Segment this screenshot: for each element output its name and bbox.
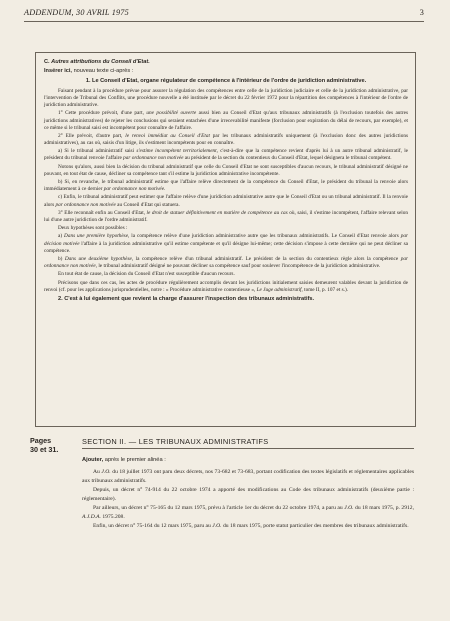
section-paragraph-1: Au J.O. du 18 juillet 1973 ont paru deux décrets, nos 73-682 et 73-683, portant codification des textes législatifs et réglementaires applicables aux tribunaux administratifs. — [82, 469, 414, 484]
paragraph-7: c) Enfin, le tribunal administratif peut estimer que l'affaire relève d'une juridiction administrative autre que le Conseil d'Etat ou un tribunal administratif. Il la renvoie alors par ordonnance non motivée au Conseil d'Etat qui statuera. — [44, 194, 408, 208]
section-paragraph-3: Par ailleurs, un décret n° 75-165 du 12 mars 1975, prévu à l'article 1er du décret du 22 octobre 1974, a paru au J.O. du 18 mars 1975, p. 2912, A.J.D.A. 1975.208. — [82, 505, 414, 520]
section-paragraph-4: Enfin, un décret n° 75-164 du 12 mars 1975, paru au J.O. du 18 mars 1975, porte statut particulier des membres des tribunaux administratifs. — [93, 523, 409, 530]
paragraph-3: 2° Elle prévoit, d'autre part, le renvoi immédiat au Conseil d'Etat par les tribunaux administratifs uniquement (à l'exclusion donc des autres juridictions administratives), au cas où, saisis d'un litige, ils s'estiment incompétents pour en connaître. — [44, 132, 409, 147]
margin-page-reference: Pages 30 et 31. — [30, 436, 59, 454]
section-body — [82, 457, 414, 532]
heading-1: 1. Le Conseil d'Etat, organe régulateur de compétence à l'intérieur de l'ordre de juridiction administrative. — [85, 78, 367, 84]
section-paragraph-2: Depuis, un décret n° 74-914 du 22 octobre 1974 a apporté des modifications au Code des tribunaux administratifs (deuxième partie : réglementaire). — [82, 487, 414, 502]
paragraph-12: En tout état de cause, la décision du Conseil d'Etat n'est susceptible d'aucun recours. — [58, 271, 235, 278]
paragraph-9: Deux hypothèses sont possibles : — [58, 225, 128, 232]
page-number: 3 — [419, 8, 424, 17]
paragraph-6: b) Si, en revanche, le tribunal administratif estime que l'affaire relève directement de la compétence du Conseil d'Etat, le président du tribunal la renvoie alors immédiatement à ce dernier par ordonnance non motivée. — [44, 179, 408, 193]
insert-instruction: Insérer ici, nouveau texte ci-après : — [44, 68, 134, 74]
paragraph-5: Notons qu'alors, aussi bien la décision du tribunal administratif que celle du Conseil d'Etat ne sont susceptibles d'aucun recours, le tribunal administratif désigné ne pouvant, en tout état de cause, décliner sa compétence tant s'il estime la juridiction administrative incompétente. — [44, 163, 408, 177]
paragraph-1: Faisant pendant à la procédure prévue pour assurer la régulation des compétences entre celle de la juridiction judiciaire et celle de la juridiction administrative, par l'intervention de Tribunal des Conflits, une procédure nouvelle a été instituée par le décret du 22 février 1972 pour la répartition des compétences à l'intérieur de l'ordre de juridiction administrative. — [44, 88, 408, 109]
heading-2: 2. C'est à lui également que revient la charge d'assurer l'inspection des tribunaux administratifs. — [58, 295, 315, 302]
paragraph-8: 3° Elle reconnaît enfin au Conseil d'Etat, le droit de statuer définitivement en matière de compétence au cas où, saisi, il s'estime incompétent, l'affaire relevant selon lui d'une autre juridiction de l'ordre administratif. — [44, 209, 409, 223]
paragraph-2: 1° Cette procédure prévoit, d'une part, une possibilité ouverte aussi bien au Conseil d'Etat qu'aux tribunaux administratifs (à l'exclusion toutefois des autres juridictions administratives) de rejeter les conclusions qui seraient entachées d'une irrecevabilité manifeste (forclusion pour expiration du délai de recours, par exemple), et ce même si le tribunal saisi est incompétent pour connaître de l'affaire. — [44, 110, 409, 131]
add-instruction: Ajouter, après le premier alinéa : — [82, 457, 166, 463]
page-header — [24, 8, 424, 22]
running-title: ADDENDUM, 30 AVRIL 1975 — [24, 8, 129, 17]
sub-heading: C. Autres attributions du Conseil d'Etat. — [44, 59, 150, 65]
addendum-box — [35, 52, 416, 427]
paragraph-10: a) Dans une première hypothèse, la compétence relève d'une juridiction administrative autre que les tribunaux administratifs. Le Conseil d'Etat renvoie alors par décision motivée l'affaire à la juridiction administrative qu'il estime compétente et qu'il désigne lui-même; cette décision s'impose à cette dernière qui ne peut décliner sa compétence. — [44, 233, 408, 254]
section-title: SECTION II. — LES TRIBUNAUX ADMINISTRATIFS — [82, 437, 269, 446]
paragraph-13: Précisons que dans ces cas, les actes de procédure régulièrement accomplis devant les juridictions initialement saisies demeurent valables devant la juridiction de renvoi (cf. pour les applications jurisprudentielles, notre : « Procédure administrative contentieuse », Le Juge administratif, tome II, p. 107 et s.). — [44, 279, 408, 293]
paragraph-11: b) Dans une deuxième hypothèse, la compétence relève d'un tribunal administratif. Le président de la section du contentieux règle alors la compétence par ordonnance non motivée, le tribunal administratif désigné ne pouvant décliner sa compétence sauf pour soulever l'incompétence de la juridiction administrative. — [44, 255, 409, 270]
section-title-rule — [82, 448, 414, 449]
addendum-box-content — [44, 59, 408, 303]
header-rule — [24, 21, 424, 22]
paragraph-4: a) Si le tribunal administratif saisi s'estime incompétent territorialement, c'est-à-dire que la compétence revient d'après lui à un autre tribunal administratif, le président du tribunal renvoie l'affaire par ordonnance non motivée au président de la section du contentieux du Conseil d'Etat, lequel désignera le tribunal compétent. — [44, 148, 409, 162]
